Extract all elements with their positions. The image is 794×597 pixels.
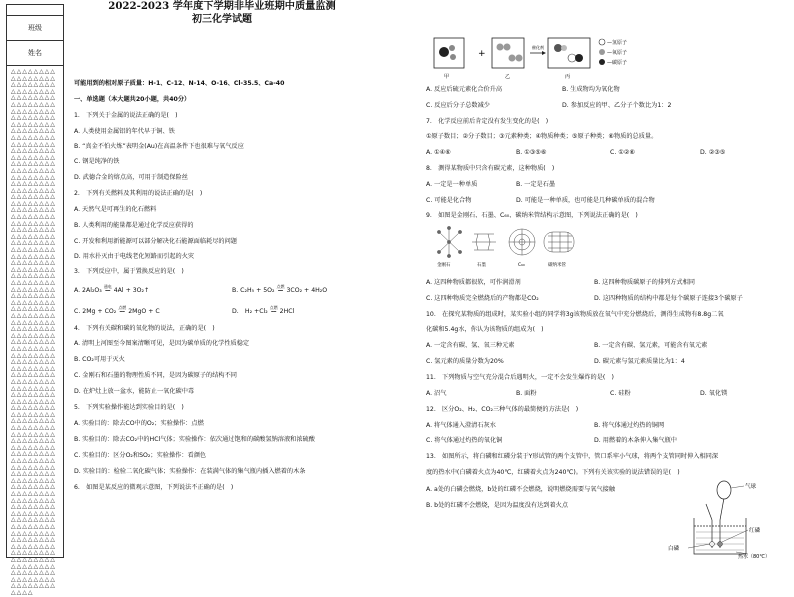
q8-option-a: A. 一定是一种单质 (426, 181, 478, 188)
arrow-label: 催化剂 (532, 45, 544, 50)
q3-a-left: A. 2Al₂O₃ (74, 287, 102, 294)
q3-c-condition: 点燃 ══ (118, 305, 127, 314)
label-nanotube: 碳纳米管 (548, 263, 566, 268)
q3-c-cond-text: 点燃 (118, 305, 127, 310)
q13-option-a: A. a处的白磷会燃烧，b处的红磷不会燃烧，说明燃烧需要与氧气接触 (426, 486, 616, 493)
q13-apparatus-figure (666, 478, 776, 560)
legend-carbon-icon (599, 59, 605, 65)
c60-structure (509, 229, 535, 255)
left-column (72, 0, 402, 491)
question-9: 9. 如图是金刚石、石墨、C₆₀、碳纳米管结构示意图，下列说法正确的是( ) (426, 212, 638, 219)
exam-title: 2022-2023 学年度下学期非毕业班期中质量监测 (108, 0, 336, 12)
q5-option-a: A. 实验目的：除去CO中的O₂；实验操作：点燃 (74, 420, 204, 427)
q4-option-c: C. 金刚石和石墨的物理性质不同，是因为碳原子的结构不同 (74, 372, 237, 379)
q3-b-left: B. C₂H₅ + 5O₂ (232, 287, 275, 294)
nanotube-structure (544, 232, 574, 252)
q4-option-a: A. 清明上河图至今图案清晰可见，是因为碳单质的化学性质稳定 (74, 340, 250, 347)
q8-option-c: C. 可能是化合物 (426, 197, 472, 204)
question-3: 3. 下列反应中，属于置换反应的是( ) (74, 268, 184, 275)
svg-text:+: + (478, 49, 486, 59)
balloon-icon (717, 481, 731, 499)
question-11: 11. 下列物质与空气充分混合后遇明火，一定不会发生爆炸的是( ) (426, 374, 614, 381)
q3-a-right: 4Al + 3O₂↑ (113, 287, 150, 294)
q5-option-c: C. 实验目的：区分O₂和SO₂；实验操作：看颜色 (74, 452, 207, 459)
q3-option-a (74, 285, 149, 295)
q8-option-d: D. 可能是一种单质，也可能是几种碳单质的混合物 (516, 197, 655, 204)
q10-option-c: C. 氢元素的质量分数为20% (426, 358, 504, 365)
q2-option-d: D. 用水扑灭由于电线老化短路而引起的火灾 (74, 253, 195, 260)
red-phosphorus-icon (718, 542, 723, 547)
q11-option-b: B. 面粉 (516, 390, 537, 397)
label-red-phosphorus: 红磷 (749, 528, 761, 534)
q10-option-d: D. 碳元素与氢元素质量比为1：4 (594, 358, 685, 365)
question-6: 6. 如图是某反应的微观示意图，下列说法不正确的是( ) (74, 484, 234, 491)
q3-d-cond-text: 点燃 (269, 305, 278, 310)
q1-option-a: A. 人类使用金属铝的年代早于铜、铁 (74, 128, 175, 135)
label-yi: 乙 (505, 74, 511, 80)
q3-option-b (232, 285, 327, 295)
question-4: 4. 下列有关碳和碳的氧化物的说法，正确的是( ) (74, 325, 215, 332)
q2-option-b: B. 人类利用的能量都是通过化学反应获得的 (74, 222, 194, 229)
question-13: 13. 如图所示，将白磷和红磷分装于Y形试管的两个支管中，管口系牢小气球，将两个支管同时伸入相同深 (426, 453, 719, 460)
diamond-structure (437, 226, 461, 257)
question-8: 8. 测得某物质中只含有碳元素，这种物质( ) (426, 165, 555, 172)
q2-option-c: C. 开发和利用新能源可以部分解决化石能源面临耗尽的问题 (74, 238, 237, 245)
label-white-phosphorus: 白磷 (668, 546, 680, 552)
legend-hydrogen: —氢原子 (607, 40, 628, 46)
box-jia (434, 38, 464, 68)
q3-a-condition: 通电 ══ (103, 284, 112, 293)
strip-top-blank (7, 5, 63, 16)
q3-d-left: D. H₂ +Cl₂ (232, 308, 268, 315)
q9-option-b: B. 这四种物质碳原子的排列方式相同 (594, 279, 695, 286)
q12-option-a: A. 将气体通入澄清石灰水 (426, 422, 496, 429)
box-bing (548, 38, 590, 68)
q7-option-c: C. ①②⑥ (610, 149, 635, 156)
q2-option-a: A. 天然气是可再生的化石燃料 (74, 206, 157, 213)
q3-option-c (74, 306, 160, 316)
label-jia: 甲 (444, 74, 450, 80)
q4-option-b: B. CO₂可用于灭火 (74, 356, 125, 363)
label-diamond: 金刚石 (437, 263, 451, 268)
q10-option-a: A. 一定含有碳、氢、氧三种元素 (426, 342, 515, 349)
q5-option-b: B. 实验目的：除去CO₂中的HCl气体；实验操作：依次通过饱和的碳酸氢钠溶液和浓硫酸 (74, 436, 315, 443)
q3-b-cond-text: 点燃 (276, 284, 285, 289)
q13-stem-cont: 度的热水中(白磷着火点为40℃，红磷着火点为240℃)。下列有关该实验的说法错误的是( ) (426, 469, 680, 476)
legend-carbon: —碳原子 (607, 60, 628, 66)
q3-c-right: 2MgO + C (128, 308, 160, 315)
exam-subtitle: 初三化学试题 (192, 14, 252, 26)
q13-option-b: B. b处的红磷不会燃烧，是因为温度没有达到着火点 (426, 502, 569, 509)
q7-option-d: D. ②③⑤ (700, 149, 726, 156)
question-5: 5. 下列实验操作能达到实验目的是( ) (74, 404, 184, 411)
q6-reaction-figure (432, 36, 632, 80)
q3-option-d (232, 306, 294, 316)
box-yi (492, 38, 524, 68)
graphite-structure (472, 234, 496, 250)
q9-option-a: A. 这四种物质都很软，可作润滑剂 (426, 279, 521, 286)
q3-b-right: 3CO₂ + 4H₂O (286, 287, 328, 294)
q1-option-b: B. “真金不怕火炼”表明金(Au)在高温条件下也很难与氧气反应 (74, 143, 244, 150)
section-heading: 一、单选题（本大题共20小题，共40分） (74, 96, 191, 103)
label-balloon: 气球 (745, 484, 757, 490)
q7-stem-detail: ①原子数目；②分子数目；③元素种类；④物质种类；⑤原子种类；⑥物质的总质量。 (426, 133, 658, 140)
y-tube (706, 498, 724, 548)
q3-b-condition: 点燃 ══ (276, 284, 285, 293)
label-c60: C₆₀ (518, 263, 525, 268)
q6-option-a: A. 反应后硫元素化合价升高 (426, 86, 503, 93)
binding-strip (6, 4, 64, 596)
q12-option-b: B. 将气体通过灼热的铜网 (594, 422, 665, 429)
question-12: 12. 区分O₂、H₂、CO₂三种气体的最简便的方法是( ) (426, 406, 579, 413)
name-label: 姓名 (7, 41, 63, 66)
q11-option-a: A. 沼气 (426, 390, 447, 397)
q5-option-d: D. 实验目的：检验二氧化碳气体；实验操作：在装满气体的集气瓶内插入燃着的木条 (74, 468, 306, 475)
q3-c-left: C. 2Mg + CO₂ (74, 308, 117, 315)
q10-stem-cont: 化碳和5.4g水，你认为该物质的组成为( ) (426, 326, 544, 333)
q1-option-d: D. 武德合金的熔点高，可用于制造保险丝 (74, 174, 188, 181)
q7-option-b: B. ①③⑤⑥ (516, 149, 547, 156)
atomic-mass-line: 可能用到的相对原子质量：H-1、C-12、N-14、O-16、Cl-35.5、Ca-40 (74, 80, 285, 87)
q7-option-a: A. ①④⑥ (426, 149, 451, 156)
label-graphite: 石墨 (477, 263, 486, 268)
question-2: 2. 下列有关燃料及其利用的说法正确的是( ) (74, 190, 203, 197)
q3-d-condition: 点燃 ══ (269, 305, 278, 314)
class-label: 班级 (7, 16, 63, 41)
q6-option-c: C. 反应后分子总数减少 (426, 102, 490, 109)
q6-option-b: B. 生成物均为氧化物 (562, 86, 620, 93)
label-bing: 丙 (565, 74, 571, 80)
label-hot-water: 热水（80℃） (738, 554, 770, 560)
q3-d-right: 2HCl (279, 308, 295, 315)
seal-line-dots: △△△△△△△△△△△△△△△△△△△△△△△△△△△△△△△△△△△△△△△△△△△△△△△△△△△△△△△△△△△△△△△△△△△△△△△△△△△△△△△△△△△△△△△△△△△△△△△△△△△△△△△△△△△△△△△△△△△△△△△△△△△△△△△△△△△△△△△△△△△△△△△△△△△△△△△△△△△△△△△△△△△△△△△△△△△△△△△△△△△△△△△△△△△△△△△△△△△△△△△△△△△△△△△△△△△△△△△△△△△△△△△△△△△△△△△△△△△△△△△△△△△△△△△△△△△△△△△△△△△△△△△△△△△△△△△△△△△△△△△△△△△△△△△△△△△△△△△△△△△△△△△△△△△△△△△△△△△△△△△△△△△△△△△△△△△△△△△△△△△△△△△△△△△△△△△△△△△△△△△△△△△△△△△△△△△△△△△△△△△△△△△△△△△△△△△△△△△△△△△△△△△△△△△△△△△△△△△△△△△△△△△△△△△△△△△△△△△△△△△△△△△△△△△△△△△△△△△△△△△△△△△△△△△△△△△△△△△△△△△△△△△△△△△△△△△△△△△△△△△△△△△△△△△△△△△△△△△△△△△△△△△△△△△△△△△△△△△△△△△△△△△△△△△△△△△△△△△△△△△△△△△△△△△△△△△△△△△△△△△△△△△△△△△△△△△△△△△△△△△△△△△△△△△△△△△△△△△△△△△△△△△△△△△△△△△△△△△△ (11, 68, 56, 596)
q6-option-d: D. 参加反应的甲、乙分子个数比为1：2 (562, 102, 672, 109)
q4-option-d: D. 在炉灶上放一盆水，能防止一氧化碳中毒 (74, 388, 195, 395)
q1-option-c: C. 钢是纯净的铁 (74, 158, 120, 165)
question-7: 7. 化学反应前后肯定没有发生变化的是( ) (426, 118, 549, 125)
q8-option-b: B. 一定是石墨 (516, 181, 556, 188)
q12-option-d: D. 用燃着的木条伸入集气瓶中 (594, 437, 677, 444)
q9-option-d: D. 这四种物质的结构中都是每个碳原子连接3个碳原子 (594, 295, 743, 302)
q11-option-c: C. 硅粉 (610, 390, 631, 397)
legend-oxygen-icon (599, 49, 605, 55)
legend-oxygen: —氧原子 (607, 50, 628, 56)
q10-option-b: B. 一定含有碳、氢元素，可能含有氧元素 (594, 342, 708, 349)
question-10: 10. 在探究某物质的组成时，某实验小组的同学将3g该物质放在氧气中充分燃烧后，测得生成物有8.8g二氧 (426, 311, 724, 318)
question-1: 1. 下列关于金属的说法正确的是( ) (74, 112, 178, 119)
q9-option-c: C. 这四种物质完全燃烧后的产物都是CO₂ (426, 295, 539, 302)
q12-option-c: C. 将气体通过灼热的氧化铜 (426, 437, 503, 444)
q11-option-d: D. 氧化镁 (700, 390, 728, 397)
legend-hydrogen-icon (599, 39, 605, 45)
q9-carbon-figure (436, 226, 576, 268)
white-phosphorus-icon (710, 542, 715, 547)
q3-a-cond-text: 通电 (103, 284, 112, 289)
